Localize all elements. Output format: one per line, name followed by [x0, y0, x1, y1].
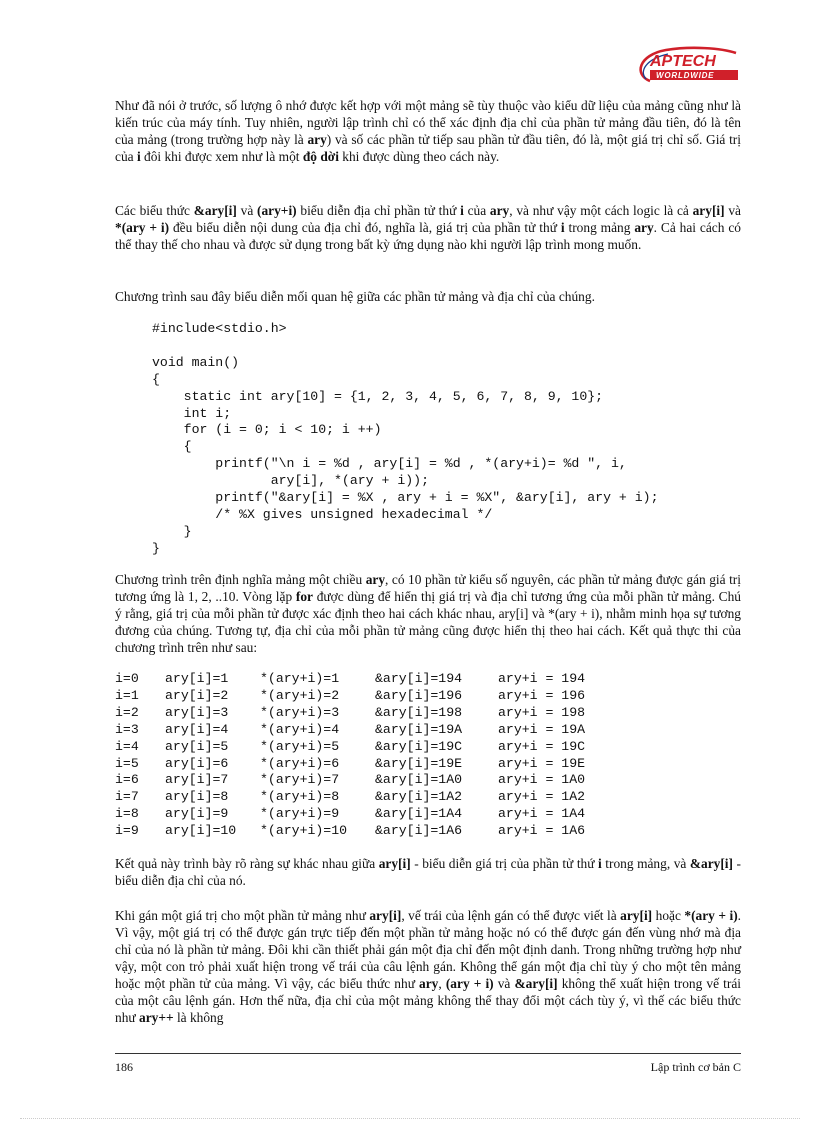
- aptech-logo: [636, 45, 742, 87]
- output-cell: &ary[i]=1A6: [375, 823, 463, 839]
- output-cell: *(ary+i)=1: [260, 671, 340, 686]
- output-cell: ary+i = 1A0: [498, 772, 586, 788]
- output-row: [115, 688, 618, 705]
- output-cell: &ary[i]=19E: [375, 755, 463, 771]
- output-cell: i=9: [115, 823, 139, 839]
- output-cell: *(ary+i)=9: [260, 806, 340, 822]
- output-cell: *(ary+i)=7: [260, 772, 340, 788]
- paragraph-5: Kết quả này trình bày rõ ràng sự khác nhau giữa ary[i] - biểu diễn giá trị của phần tử thứ i trong mảng, và &ary[i] - biểu diễn địa chỉ của nó.: [115, 856, 741, 888]
- output-cell: i=4: [115, 738, 139, 754]
- paragraph-6: Khi gán một giá trị cho một phần tử mảng như ary[i], vế trái của lệnh gán có thể được viết là ary[i] hoặc *(ary + i). Vì vậy, một giá trị có thể được gán trực tiếp đến một phần tử mảng hoặc nó có thể được gán đến vùng nhớ mà địa chỉ của nó là phần tử mảng. Đôi khi cần thiết phải gán một địa chỉ đến một định danh. Trong những trường hợp như vậy, một con trỏ phải xuất hiện trong vế trái của câu lệnh gán. Không thể gán một địa chỉ tùy ý cho một tên mảng hoặc một phần tử của mảng. Vì vậy, các biểu thức như ary, (ary + i) và &ary[i] không thể xuất hiện trong vế trái của một câu lệnh gán. Hơn thế nữa, địa chỉ của một mảng không thể thay đổi một cách tùy ý, vì thế các biểu thức như ary++ là không: [115, 908, 742, 1025]
- code-block: #include<stdio.h> void main() { static int ary[10] = {1, 2, 3, 4, 5, 6, 7, 8, 9, 10}; int i; for (i = 0; i < 10; i ++) { printf("\n i = %d , ary[i] = %d , *(ary+i)= %d ", i, ary[i], *(ary + i)); printf("&ary[i] = %X , ary + i = %X", &ary[i], ary + i); /* %X gives unsigned hexadecimal */ } }: [152, 321, 659, 556]
- output-cell: ary[i]=2: [165, 687, 229, 703]
- output-row: [115, 756, 618, 773]
- book-title: Lập trình cơ bản C: [650, 1060, 741, 1074]
- page-bottom-edge: [20, 1118, 800, 1119]
- output-cell: ary+i = 198: [498, 704, 586, 720]
- output-cell: i=1: [115, 687, 139, 703]
- output-cell: ary[i]=6: [165, 755, 229, 771]
- paragraph-4: Chương trình trên định nghĩa mảng một chiều ary, có 10 phần tử kiểu số nguyên, các phần tử mảng được gán giá trị tương ứng là 1, 2, ..10. Vòng lặp for được dùng để hiển thị giá trị và địa chỉ tương ứng của mỗi phần tử mảng. Chú ý rằng, giá trị của mỗi phần tử được xác định theo hai cách khác nhau, ary[i] và *(ary + i), nhằm minh họa sự tương đương của chúng. Tương tự, địa chỉ của mỗi phần tử mảng cũng được hiển thị theo hai cách. Kết quả thực thi của chương trình trên như sau:: [115, 572, 741, 655]
- output-cell: ary[i]=9: [165, 806, 229, 822]
- output-cell: ary[i]=1: [165, 671, 229, 686]
- paragraph-3: Chương trình sau đây biểu diễn mối quan hệ giữa các phần tử mảng và địa chỉ của chúng.: [115, 289, 595, 304]
- output-cell: *(ary+i)=10: [260, 823, 348, 839]
- output-cell: *(ary+i)=5: [260, 738, 340, 754]
- output-cell: i=8: [115, 806, 139, 822]
- output-row: [115, 823, 618, 840]
- footer-rule: [115, 1053, 741, 1054]
- output-row: [115, 671, 618, 688]
- output-cell: ary[i]=5: [165, 738, 229, 754]
- paragraph-1: Như đã nói ở trước, số lượng ô nhớ được kết hợp với một mảng sẽ tùy thuộc vào kiểu dữ liệu của mảng cũng như là kiến trúc của máy tính. Tuy nhiên, người lập trình chỉ có thể xác định địa chỉ của phần tử mảng đầu tiên, đó là tên của mảng (trong trường hợp này là ary) và số các phần tử tiếp sau phần tử đầu tiên, đó là, một giá trị chỉ số. Giá trị của i đôi khi được xem như là một độ dời khi được dùng theo cách này.: [115, 98, 741, 164]
- output-cell: i=7: [115, 789, 139, 805]
- output-row: [115, 705, 618, 722]
- output-cell: ary+i = 1A2: [498, 789, 586, 805]
- output-cell: ary[i]=4: [165, 721, 229, 737]
- output-row: [115, 806, 618, 823]
- output-cell: ary+i = 196: [498, 687, 586, 703]
- output-cell: ary+i = 19E: [498, 755, 586, 771]
- output-cell: ary+i = 19A: [498, 721, 586, 737]
- output-cell: &ary[i]=1A0: [375, 772, 463, 788]
- output-cell: *(ary+i)=4: [260, 721, 340, 737]
- logo-brand: APTECH: [650, 53, 716, 70]
- output-cell: &ary[i]=19A: [375, 721, 463, 737]
- output-row: [115, 739, 618, 756]
- output-cell: i=6: [115, 772, 139, 788]
- output-cell: ary[i]=3: [165, 704, 229, 720]
- output-cell: i=5: [115, 755, 139, 771]
- output-row: [115, 789, 618, 806]
- output-cell: i=3: [115, 721, 139, 737]
- output-cell: ary[i]=7: [165, 772, 229, 788]
- output-row: [115, 722, 618, 739]
- output-cell: ary+i = 1A6: [498, 823, 586, 839]
- output-cell: ary+i = 194: [498, 671, 586, 686]
- output-cell: i=2: [115, 704, 139, 720]
- output-cell: &ary[i]=198: [375, 704, 463, 720]
- output-cell: ary[i]=10: [165, 823, 237, 839]
- output-cell: ary+i = 19C: [498, 738, 586, 754]
- output-table: [115, 671, 618, 840]
- page-number: 186: [115, 1060, 133, 1074]
- output-cell: *(ary+i)=3: [260, 704, 340, 720]
- output-cell: *(ary+i)=8: [260, 789, 340, 805]
- output-cell: &ary[i]=19C: [375, 738, 463, 754]
- output-cell: *(ary+i)=2: [260, 687, 340, 703]
- output-cell: ary+i = 1A4: [498, 806, 586, 822]
- output-cell: i=0: [115, 671, 139, 686]
- output-cell: &ary[i]=1A4: [375, 806, 463, 822]
- output-row: [115, 772, 618, 789]
- output-cell: &ary[i]=194: [375, 671, 463, 686]
- output-cell: *(ary+i)=6: [260, 755, 340, 771]
- logo-sub: WORLDWIDE: [656, 71, 715, 80]
- output-cell: &ary[i]=196: [375, 687, 463, 703]
- output-cell: ary[i]=8: [165, 789, 229, 805]
- output-cell: &ary[i]=1A2: [375, 789, 463, 805]
- paragraph-2: Các biểu thức &ary[i] và (ary+i) biểu diễn địa chỉ phần tử thứ i của ary, và như vậy một cách logic là cả ary[i] và *(ary + i) đều biểu diễn nội dung của địa chỉ đó, nghĩa là, giá trị của phần tử thứ i trong mảng ary. Cả hai cách có thể thay thế cho nhau và được sử dụng trong bất kỳ ứng dụng nào khi người lập trình mong muốn.: [115, 203, 741, 252]
